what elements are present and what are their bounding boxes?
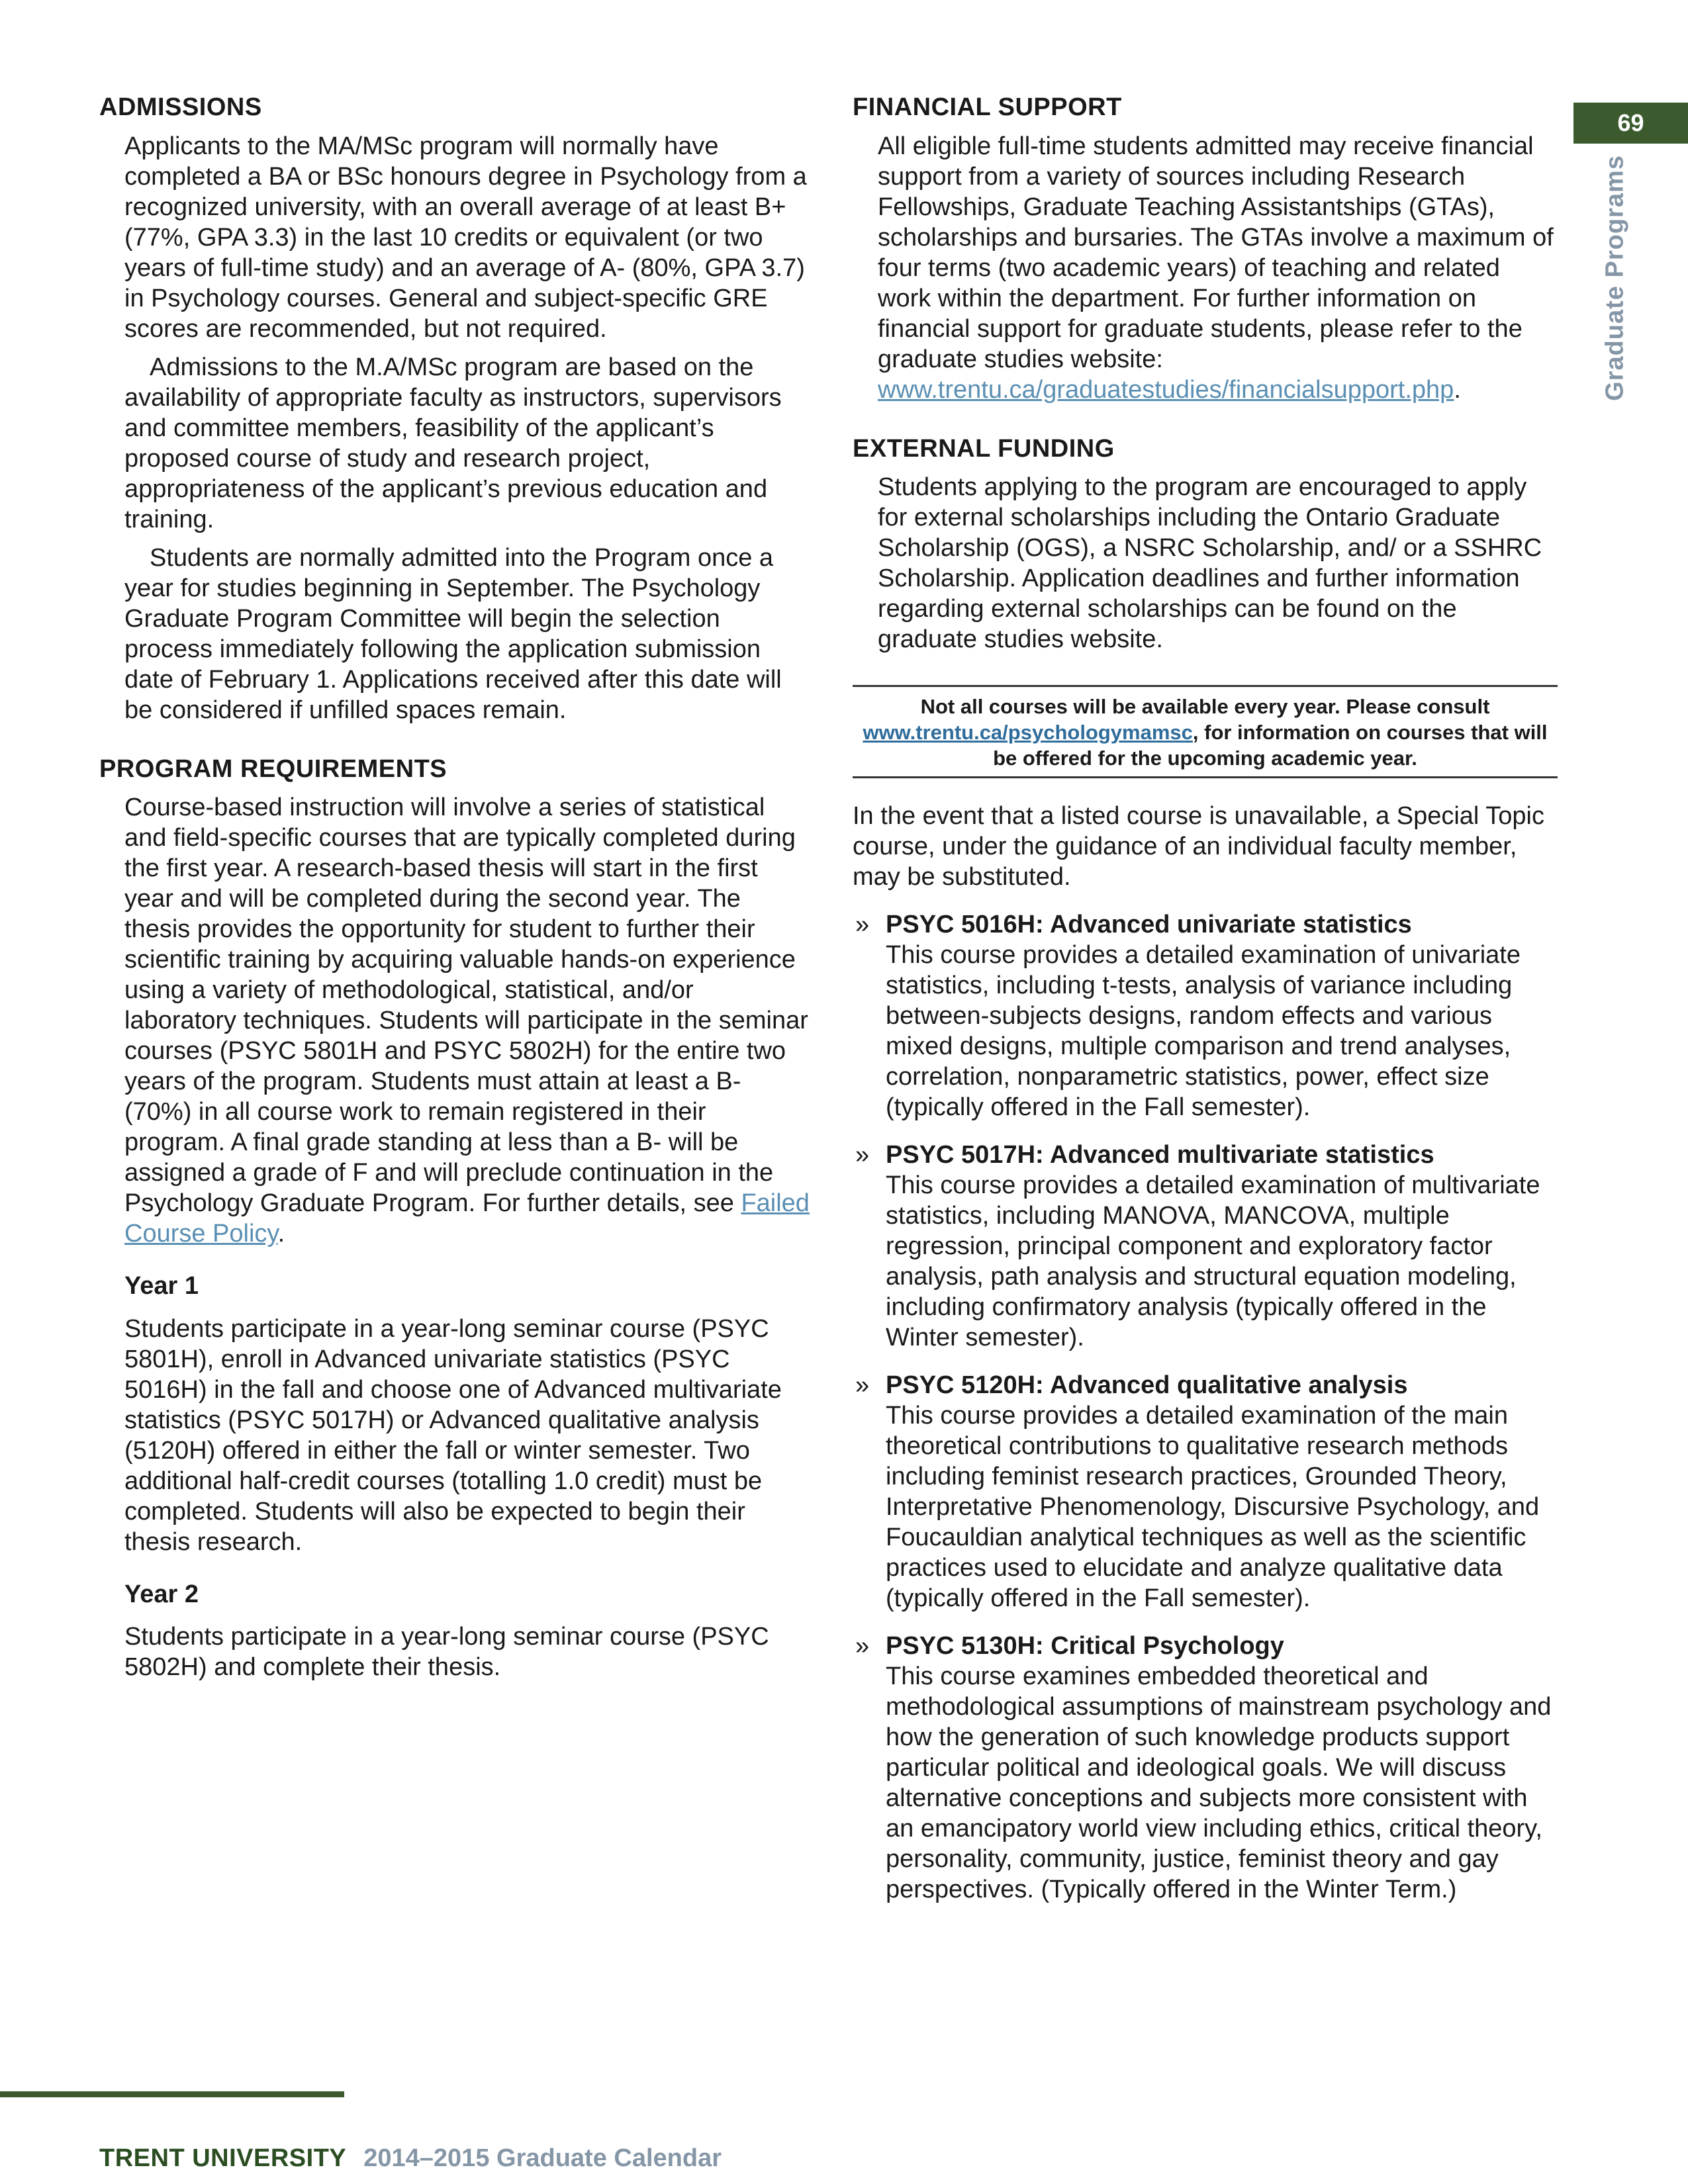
course-title: PSYC 5120H: Advanced qualitative analysis	[886, 1371, 1408, 1400]
year-2-heading: Year 2	[124, 1580, 199, 1608]
course-item	[853, 1140, 1558, 1353]
course-item	[853, 909, 1558, 1122]
year-1-heading: Year 1	[124, 1272, 199, 1300]
program-requirements-paragraph	[124, 792, 811, 1249]
financial-support-paragraph	[878, 131, 1558, 405]
financial-support-text: All eligible full-time students admitted may receive financial support from a variety of sources including Research Fellowships, Graduate Teaching Assistantships (GTAs), scholarships and bursaries. The GTAs involve a maximum of four terms (two academic years) of teaching and related work within the department. For further information on financial support for graduate students, please refer to the graduate studies website:	[878, 132, 1554, 373]
course-description: This course examines embedded theoretical and methodological assumptions of mainstream psychology and how the generation of such knowledge products support particular political and ideological goals. We will discuss alternative conceptions and subjects more consistent with an emancipatory world view including ethics, critical theory, personality, community, justice, feminist theory and gay perspectives. (Typically offered in the Winter Term.)	[886, 1662, 1552, 1904]
program-requirements-heading: PROGRAM REQUIREMENTS	[99, 754, 447, 783]
admissions-section	[99, 93, 811, 725]
financial-support-section	[853, 93, 1558, 405]
year-1-text: Students participate in a year-long seminar course (PSYC 5801H), enroll in Advanced univariate statistics (PSYC 5016H) in the fall and choose one of Advanced multivariate statistics (PSYC 5017H) or Advanced qualitative analysis (5120H) offered in either the fall or winter semester. Two additional half-credit courses (totalling 1.0 credit) must be completed. Students will also be expected to begin their thesis research.	[124, 1314, 782, 1556]
course-title: PSYC 5016H: Advanced univariate statistics	[886, 911, 1412, 939]
bullet-arrow-icon: »	[855, 1371, 870, 1400]
failed-course-policy-link[interactable]: Failed Course Policy	[124, 1189, 810, 1248]
year-2-text: Students participate in a year-long seminar course (PSYC 5802H) and complete their thesis.	[124, 1623, 769, 1682]
course-description: This course provides a detailed examination of univariate statistics, including t-tests, analysis of variance including between-subjects designs, random effects and various mixed designs, multiple comparison and trend analyses, correlation, nonparametric statistics, power, effect size (typically offered in the Fall semester).	[886, 941, 1521, 1122]
course-intro: In the event that a listed course is unavailable, a Special Topic course, under the guidance of an individual faculty member, may be substituted.	[853, 802, 1544, 891]
program-requirements-section	[99, 754, 811, 1683]
footer	[99, 2144, 722, 2173]
footer-calendar: 2014–2015 Graduate Calendar	[363, 2144, 722, 2172]
course-title: PSYC 5017H: Advanced multivariate statistics	[886, 1141, 1434, 1169]
bullet-arrow-icon: »	[855, 1632, 870, 1661]
admissions-paragraph-1: Applicants to the MA/MSc program will normally have completed a BA or BSc honours degree in Psychology from a recognized university, with an overall average of at least B+ (77%, GPA 3.3) in the last 10 credits or equivalent (or two years of full-time study) and an average of A- (80%, GPA 3.7) in Psychology courses. General and subject-specific GRE scores are recommended, but not required.	[124, 132, 807, 343]
financial-support-period: .	[1454, 375, 1461, 404]
footer-university: TRENT UNIVERSITY	[99, 2144, 347, 2172]
external-funding-section	[853, 434, 1558, 655]
left-column	[99, 93, 811, 1711]
course-description: This course provides a detailed examination of multivariate statistics, including MANOVA, MANCOVA, multiple regression, principal component and exploratory factor analysis, path analysis and structural equation modeling, including confirmatory analysis (typically offered in the Winter semester).	[886, 1171, 1540, 1352]
bullet-arrow-icon: »	[855, 911, 870, 939]
financial-support-heading: FINANCIAL SUPPORT	[853, 93, 1122, 121]
notice-text-after: , for information on courses that will be offered for the upcoming academic year.	[993, 721, 1548, 770]
course-item	[853, 1631, 1558, 1905]
page-number: 69	[1617, 109, 1644, 136]
course-title: PSYC 5130H: Critical Psychology	[886, 1632, 1284, 1661]
course-description: This course provides a detailed examination of the main theoretical contributions to qualitative research methods including feminist research practices, Grounded Theory, Interpretative Phenomenology, Discursive Psychology, and Foucauldian analytical techniques as well as the scientific practices used to elucidate and analyze qualitative data (typically offered in the Fall semester).	[886, 1402, 1540, 1613]
bullet-arrow-icon: »	[855, 1141, 870, 1169]
right-column	[853, 93, 1558, 1905]
financial-support-link[interactable]: www.trentu.ca/graduatestudies/financialsupport.php	[878, 375, 1454, 404]
admissions-paragraph-3: Students are normally admitted into the Program once a year for studies beginning in September. The Psychology Graduate Program Committee will begin the selection process immediately following the application submission date of February 1. Applications received after this date will be considered if unfilled spaces remain.	[124, 543, 782, 724]
psychology-mamsc-link[interactable]: www.trentu.ca/psychologymamsc	[863, 721, 1193, 745]
notice-text-before: Not all courses will be available every year. Please consult	[920, 695, 1490, 719]
admissions-heading: ADMISSIONS	[99, 93, 262, 121]
course-availability-notice	[853, 685, 1558, 778]
program-requirements-period: .	[277, 1220, 285, 1248]
admissions-paragraph-2: Admissions to the M.A/MSc program are based on the availability of appropriate faculty as instructors, supervisors and committee members, feasibility of the applicant’s proposed course of study and research project, appropriateness of the applicant’s previous education and training.	[124, 353, 782, 533]
page-number-tab	[1573, 103, 1688, 144]
external-funding-heading: EXTERNAL FUNDING	[853, 434, 1115, 463]
footer-rule	[0, 2091, 344, 2097]
program-requirements-text: Course-based instruction will involve a series of statistical and field-specific courses that are typically completed during the first year. A research-based thesis will start in the first year and will be completed during the second year. The thesis provides the opportunity for student to further their scientific training by acquiring valuable hands-on experience using a variety of methodological, statistical, and/or laboratory techniques. Students will participate in the seminar courses (PSYC 5801H and PSYC 5802H) for the entire two years of the program. Students must attain at least a B- (70%) in all course work to remain registered in their program. A final grade standing at less than a B- will be assigned a grade of F and will preclude continuation in the Psychology Graduate Program. For further details, see	[124, 794, 808, 1218]
side-label-text: Graduate Programs	[1601, 155, 1629, 401]
external-funding-text: Students applying to the program are encouraged to apply for external scholarships including the Ontario Graduate Scholarship (OGS), a NSRC Scholarship, and/ or a SSHRC Scholarship. Application deadlines and further information regarding external scholarships can be found on the graduate studies website.	[878, 473, 1542, 654]
course-list	[853, 909, 1558, 1905]
course-item	[853, 1370, 1558, 1614]
